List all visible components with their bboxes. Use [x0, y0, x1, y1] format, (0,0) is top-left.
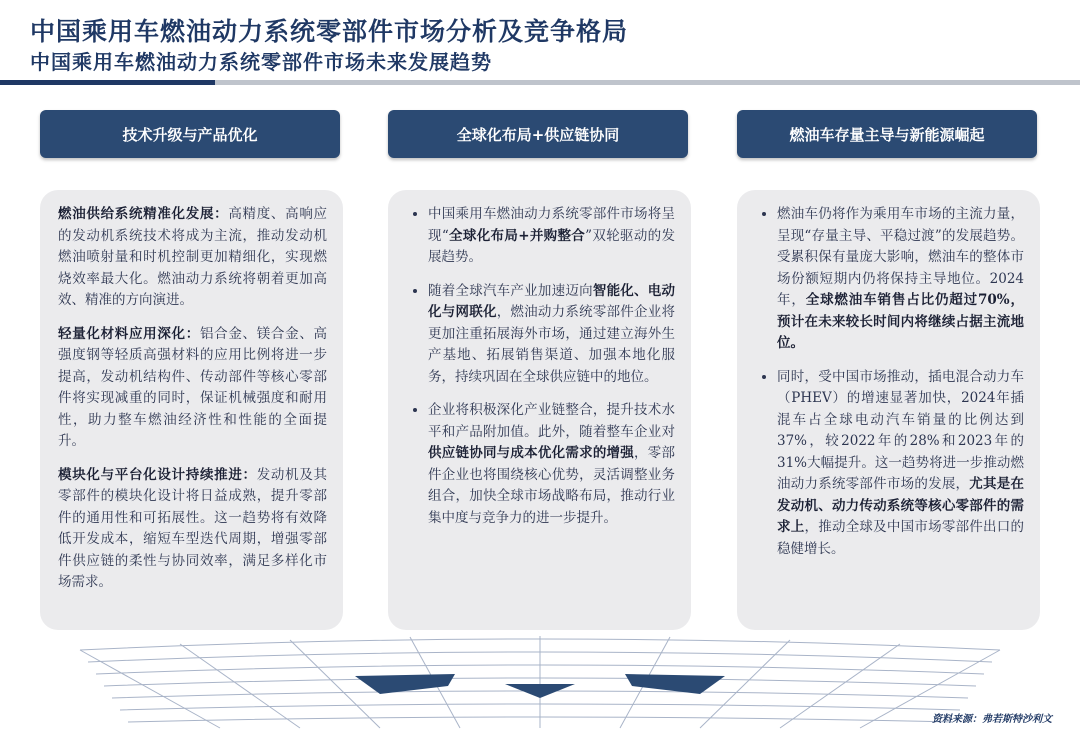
paragraph-modular: 模块化与平台化设计持续推进：发动机及其零部件的模块化设计将日益成熟，提升零部件的通用性和可拓展性。这一趋势将有效降低开发成本，缩短车型迭代周期，增强零部件供应链的柔性与协同效率，满足多样化市场需求。: [58, 466, 328, 590]
column-box-fuel-vs-nev: [737, 190, 1040, 630]
column-heading-tech: 技术升级与产品优化: [40, 110, 340, 158]
paragraph-lightweight: 轻量化材料应用深化：铝合金、镁合金、高强度钢等轻质高强材料的应用比例将进一步提高，发动机结构件、传动部件等核心零部件将实现减重的同时，保证机械强度和耐用性，助力整车燃油经济性和性能的全面提升。: [58, 325, 328, 449]
bullet-item: • 随着全球汽车产业加速迈向智能化、电动化与网联化，燃油动力系统零部件企业将更加注重拓展海外市场，通过建立海外生产基地、拓展销售渠道、加强本地化服务，持续巩固在全球供应链中的地位。: [428, 281, 675, 389]
bullet-item: • 燃油车仍将作为乘用车市场的主流力量，呈现“存量主导、平稳过渡”的发展趋势。受累积保有量庞大影响，燃油车的整体市场份额短期内仍将保持主导地位。2024年，全球燃油车销售占比仍超过70%，预计在未来较长时间内将继续占据主流地位。: [777, 204, 1024, 355]
column-heading-fuel-vs-nev: 燃油车存量主导与新能源崛起: [737, 110, 1037, 158]
title-rule-dark: [0, 80, 215, 85]
paragraph-fuel-supply: 燃油供给系统精准化发展：高精度、高响应的发动机系统技术将成为主流，推动发动机燃油喷射量和时机控制更加精细化，实现燃烧效率最大化。燃油动力系统将朝着更加高效、精准的方向演进。: [58, 206, 328, 308]
bullet-item: • 企业将积极深化产业链整合，提升技术水平和产品附加值。此外，随着整车企业对供应链协同与成本优化需求的增强，零部件企业也将围绕核心优势，灵活调整业务组合，加快全球市场战略布局，推动行业集中度与竞争力的进一步提升。: [428, 400, 675, 529]
column-heading-global: 全球化布局+供应链协同: [388, 110, 688, 158]
column-box-global: [388, 190, 691, 630]
bullet-item: • 同时，受中国市场推动，插电混合动力车（PHEV）的增速显著加快，2024年插混车占全球电动汽车销量的比例达到37%，较2022年的28%和2023年的31%大幅提升。这一趋势将进一步推动燃油动力系统零部件市场的发展，尤其是在发动机、动力传动系统等核心零部件的需求上，推动全球及中国市场零部件出口的稳健增长。: [777, 367, 1024, 561]
bullet-item: • 中国乘用车燃油动力系统零部件市场将呈现“全球化布局+并购整合”双轮驱动的发展趋势。: [428, 204, 675, 269]
page-title: 中国乘用车燃油动力系统零部件市场分析及竞争格局: [30, 17, 629, 46]
source-note: 资料来源：弗若斯特沙利文: [932, 714, 1052, 725]
decorative-perspective-graphic: [70, 632, 1010, 729]
column-box-tech: [40, 190, 343, 630]
title-rule-light: [215, 80, 1080, 85]
page-subtitle: 中国乘用车燃油动力系统零部件市场未来发展趋势: [30, 50, 492, 74]
